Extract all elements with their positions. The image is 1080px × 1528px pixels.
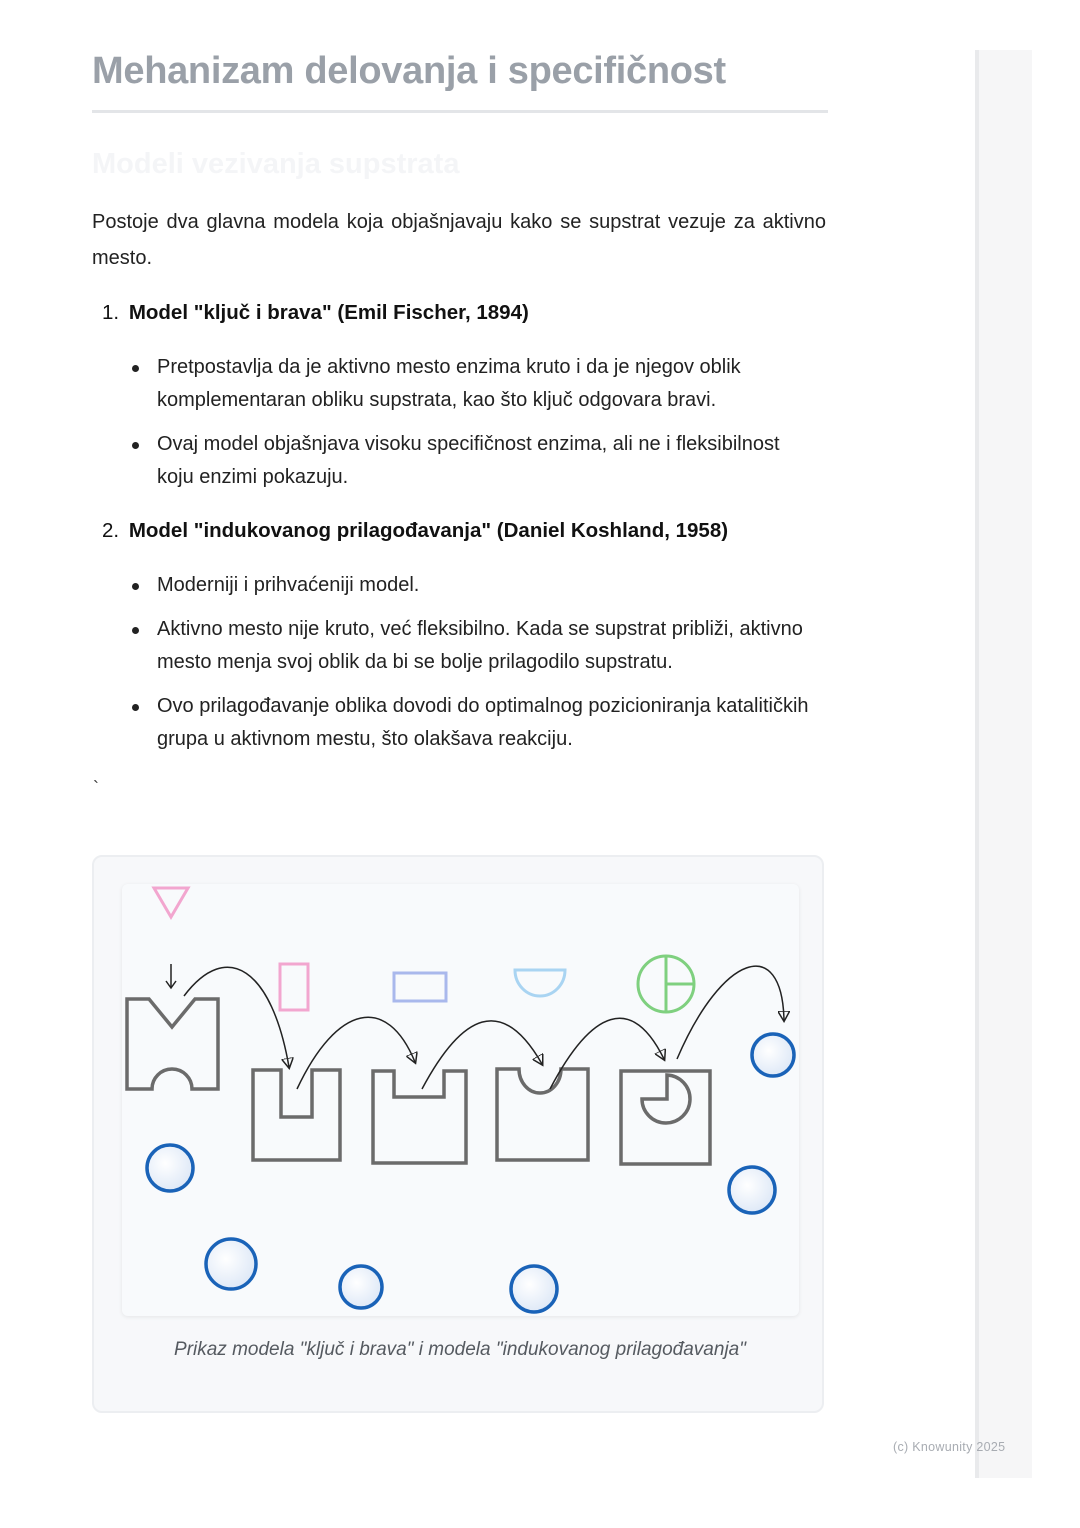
bullet-icon [132, 442, 139, 449]
bubble-icon [147, 1145, 193, 1191]
figure-caption: Prikaz modela "ključ i brava" i modela "indukovanog prilagođavanja" [174, 1339, 746, 1360]
enzyme-model-diagram [122, 884, 799, 1316]
list-item [130, 351, 820, 417]
bubble-icon [729, 1167, 775, 1213]
model-1-heading [102, 299, 529, 327]
list-item [130, 613, 820, 679]
right-sidebar [975, 50, 1032, 1478]
enzyme-rect-site-shape [253, 1070, 340, 1160]
model-2-heading [102, 517, 728, 545]
curved-arrow-3 [422, 1021, 542, 1089]
curved-arrow-4 [550, 1018, 664, 1089]
list-item [130, 690, 820, 756]
enzyme-lock-shape [127, 999, 218, 1089]
bullet-text: Ovo prilagođavanje oblika dovodi do optimalnog pozicioniranja katalitičkih grupa u aktivnom mestu, što olakšava reakciju. [157, 695, 809, 750]
half-circle-substrate-icon [515, 970, 565, 996]
figure-card [92, 855, 824, 1413]
bullet-text: Pretpostavlja da je aktivno mesto enzima kruto i da je njegov oblik komplementaran obliku supstrata, kao što ključ odgovara bravi. [157, 356, 741, 411]
enzyme-pie-complex-shape [621, 1071, 710, 1164]
figure-illustration [122, 884, 799, 1316]
bubble-icon [511, 1266, 557, 1312]
curved-arrow-1 [184, 967, 289, 1067]
bubble-icon [206, 1239, 256, 1289]
section-heading: Modeli vezivanja supstrata [92, 148, 460, 180]
bullet-icon [132, 365, 139, 372]
bullet-text: Moderniji i prihvaćeniji model. [157, 574, 420, 596]
page-title: Mehanizam delovanja i specifičnost [92, 50, 726, 92]
copyright-footer: (c) Knowunity 2025 [893, 1440, 1006, 1454]
model-2-number: 2. [102, 519, 120, 542]
bullet-text: Ovaj model objašnjava visoku specifičnost enzima, ali ne i fleksibilnost koju enzimi pokazuju. [157, 433, 780, 488]
model-2-title: Model "indukovanog prilagođavanja" (Daniel Koshland, 1958) [128, 519, 729, 542]
model-1-title: Model "ključ i brava" (Emil Fischer, 1894) [128, 301, 529, 324]
bubble-icon [752, 1034, 794, 1076]
stray-backtick: ` [93, 778, 99, 798]
bullet-icon [132, 704, 139, 711]
bullet-icon [132, 583, 139, 590]
blue-rectangle-substrate-icon [394, 973, 446, 1001]
down-arrow-icon [166, 964, 176, 988]
model-1-bullet-list [130, 351, 820, 505]
pink-rectangle-substrate-icon [280, 964, 308, 1010]
list-item [130, 569, 820, 602]
triangle-substrate-icon [154, 888, 188, 917]
enzyme-wide-site-shape [373, 1071, 466, 1163]
curved-arrow-2 [297, 1017, 415, 1089]
intro-paragraph: Postoje dva glavna modela koja objašnjavaju kako se supstrat vezuje za aktivno mesto. [92, 211, 826, 269]
model-2-bullet-list [130, 569, 820, 767]
bullet-icon [132, 627, 139, 634]
pie-substrate-icon [638, 956, 694, 1012]
bubble-icon [340, 1266, 382, 1308]
list-item [130, 428, 820, 494]
enzyme-round-site-shape [497, 1069, 588, 1160]
model-1-number: 1. [102, 301, 120, 324]
bullet-text: Aktivno mesto nije kruto, već fleksibilno. Kada se supstrat približi, aktivno mesto menja svoj oblik da bi se bolje prilagodilo supstratu. [157, 618, 803, 673]
title-divider [92, 110, 828, 113]
